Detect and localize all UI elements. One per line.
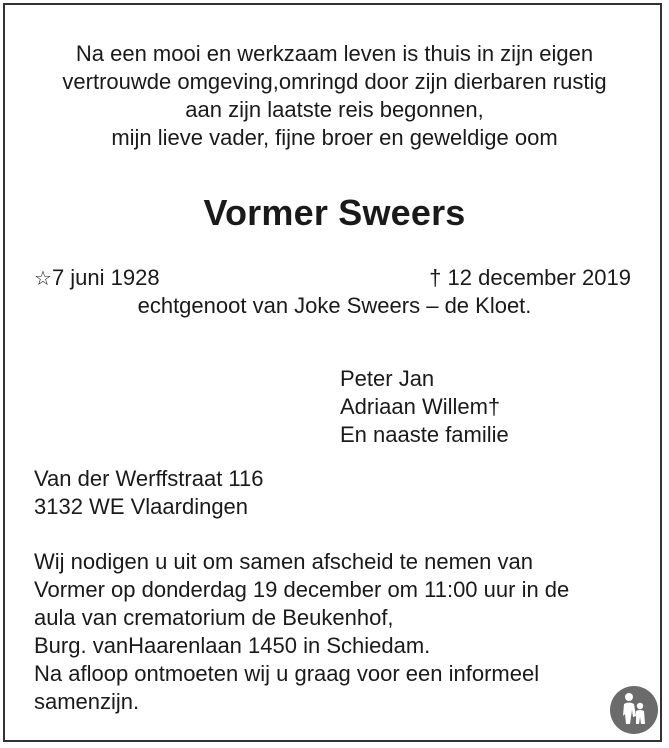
family-member: Peter Jan xyxy=(340,366,435,391)
intro-line: mijn lieve vader, fijne broer en geweldige oom xyxy=(111,125,558,150)
family-member: Adriaan Willem† xyxy=(340,394,501,419)
address-city: 3132 WE Vlaardingen xyxy=(34,494,249,519)
death-date-text: 12 december 2019 xyxy=(447,265,631,290)
star-icon: ☆ xyxy=(34,268,52,290)
death-date xyxy=(429,264,631,292)
birth-date xyxy=(34,264,160,293)
family-list xyxy=(340,365,509,449)
birth-date-text: 7 juni 1928 xyxy=(51,265,160,290)
cross-icon: † xyxy=(429,265,442,290)
invitation-text xyxy=(34,548,569,716)
invitation-line: aula van crematorium de Beukenhof, xyxy=(34,605,394,630)
address-block xyxy=(34,465,264,521)
caring-figures-logo-icon xyxy=(610,686,658,734)
deceased-name: Vormer Sweers xyxy=(203,192,466,233)
address-street: Van der Werffstraat 116 xyxy=(34,466,264,491)
intro-line: Na een mooi en werkzaam leven is thuis in zijn eigen xyxy=(75,41,594,66)
spouse-line: echtgenoot van Joke Sweers – de Kloet. xyxy=(137,293,532,318)
invitation-line: Wij nodigen u uit om samen afscheid te nemen van xyxy=(34,549,533,574)
invitation-line: Vormer op donderdag 19 december om 11:00 uur in de xyxy=(34,577,570,602)
intro-line: vertrouwde omgeving,omringd door zijn dierbaren rustig xyxy=(62,69,607,94)
intro-text xyxy=(0,40,669,152)
family-member: En naaste familie xyxy=(340,422,509,447)
invitation-line: Na afloop ontmoeten wij u graag voor een informeel xyxy=(34,661,540,686)
invitation-line: samenzijn. xyxy=(34,689,140,714)
intro-line: aan zijn laatste reis begonnen, xyxy=(185,97,484,122)
invitation-line: Burg. vanHaarenlaan 1450 in Schiedam. xyxy=(34,633,431,658)
